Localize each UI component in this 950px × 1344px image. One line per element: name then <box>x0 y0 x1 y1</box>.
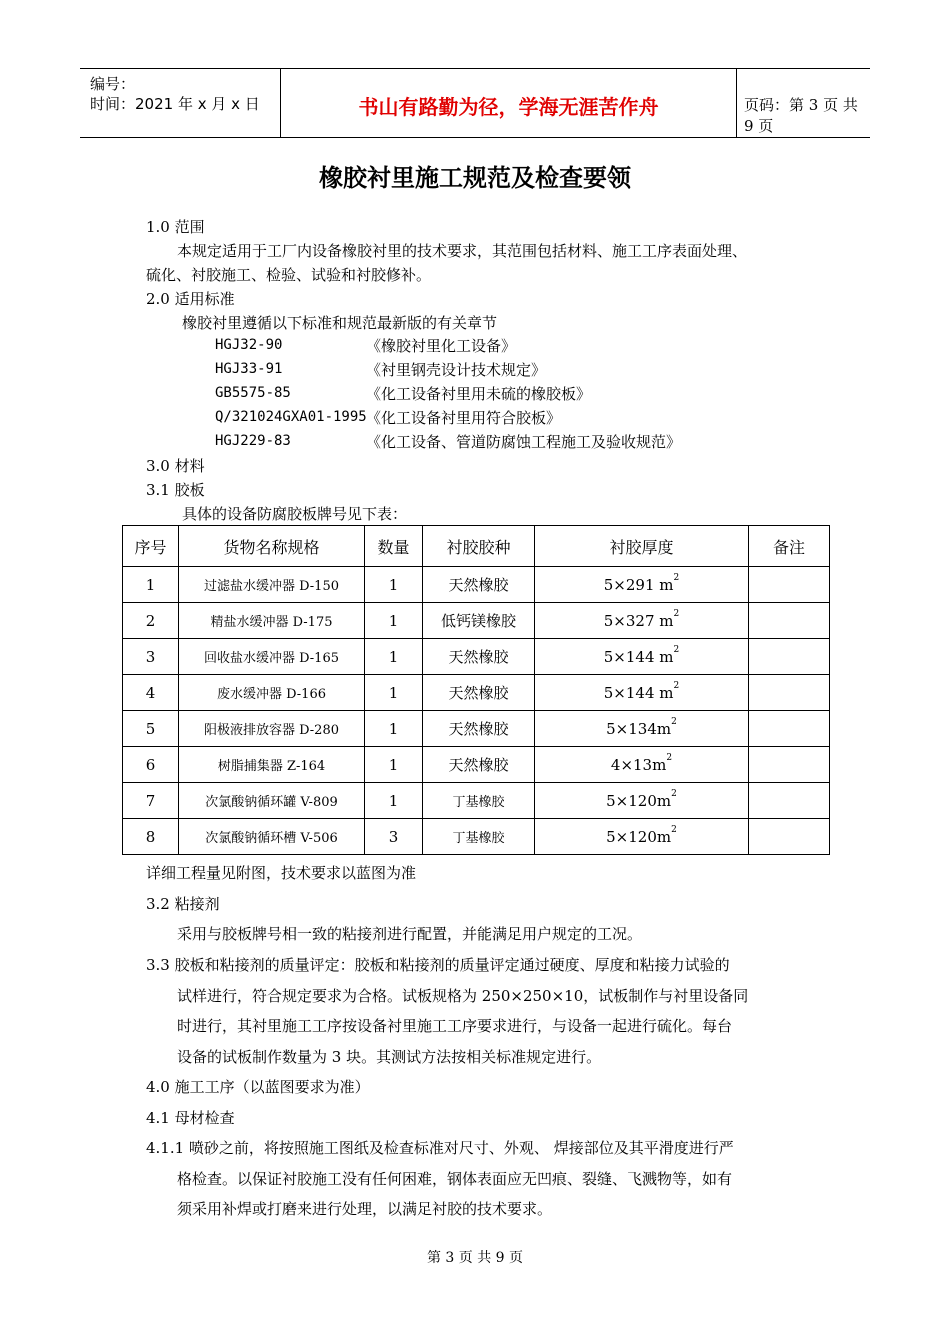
row-number: 7 <box>123 783 179 819</box>
table-row <box>123 567 830 603</box>
table-row <box>123 675 830 711</box>
lining-thickness: 5×291 $m^2$ <box>535 567 749 603</box>
item-quantity: 1 <box>365 783 423 819</box>
section-3-3-paragraph-line: 时进行，其衬里施工工序按设备衬里施工工序要求进行，与设备一起进行硫化。每台 <box>177 1017 733 1035</box>
standard-name: 《化工设备衬里用未硫的橡胶板》 <box>366 385 592 403</box>
item-name: 废水缓冲器 D-166 <box>179 675 365 711</box>
row-number: 2 <box>123 603 179 639</box>
rubber-type: 丁基橡胶 <box>423 819 535 855</box>
item-name: 次氯酸钠循环槽 V-506 <box>179 819 365 855</box>
item-name: 次氯酸钠循环罐 V-809 <box>179 783 365 819</box>
table-header-cell: 备注 <box>749 526 830 567</box>
table-row <box>123 603 830 639</box>
table-row <box>123 747 830 783</box>
date-label: 时间：2021 年 x 月 x 日 <box>90 95 260 113</box>
table-row <box>123 639 830 675</box>
row-number: 1 <box>123 567 179 603</box>
document-title: 橡胶衬里施工规范及检查要领 <box>319 164 631 192</box>
table-row <box>123 783 830 819</box>
section-4-1-1-paragraph-line: 须采用补焊或打磨来进行处理，以满足衬胶的技术要求。 <box>177 1200 553 1218</box>
rubber-type: 天然橡胶 <box>423 675 535 711</box>
section-4-heading: 4.0 施工工序（以蓝图要求为准） <box>146 1078 370 1096</box>
item-name: 回收盐水缓冲器 D-165 <box>179 639 365 675</box>
rubber-type: 天然橡胶 <box>423 567 535 603</box>
lining-thickness: $5\times 120m^2$ <box>535 783 749 819</box>
lining-thickness: 5×144 $m^2$ <box>535 675 749 711</box>
remark <box>749 747 830 783</box>
section-4-1-1-paragraph-line: 格检查。以保证衬胶施工没有任何困难，钢体表面应无凹痕、裂缝、飞溅物等，如有 <box>177 1170 733 1188</box>
standard-code: HGJ32-90 <box>215 337 283 353</box>
standard-code: HGJ229-83 <box>215 433 291 449</box>
code-label: 编号： <box>90 75 136 93</box>
section-3-3-paragraph-line: 试样进行，符合规定要求为合格。试板规格为 250×250×10，试板制作与衬里设备同 <box>177 987 749 1005</box>
section-3-3-paragraph-line: 3.3 胶板和粘接剂的质量评定：胶板和粘接剂的质量评定通过硬度、厚度和粘接力试验的 <box>146 956 730 974</box>
section-1-paragraph-line: 本规定适用于工厂内设备橡胶衬里的技术要求，其范围包括材料、施工工序表面处理、 <box>177 242 748 260</box>
remark <box>749 711 830 747</box>
item-name: 阳极液排放容器 D-280 <box>179 711 365 747</box>
remark <box>749 639 830 675</box>
item-quantity: 1 <box>365 675 423 711</box>
section-1-paragraph-line: 硫化、衬胶施工、检验、试验和衬胶修补。 <box>146 266 432 284</box>
standard-name: 《衬里钢壳设计技术规定》 <box>366 361 547 379</box>
section-3-3-paragraph-line: 设备的试板制作数量为 3 块。其测试方法按相关标准规定进行。 <box>177 1048 602 1066</box>
item-name: 过滤盐水缓冲器 D-150 <box>179 567 365 603</box>
standard-code: HGJ33-91 <box>215 361 283 377</box>
standard-name: 《橡胶衬里化工设备》 <box>366 337 517 355</box>
header-page-cell <box>736 69 870 137</box>
header-left-cell <box>80 69 280 137</box>
table-row <box>123 711 830 747</box>
page-label: 页码：第 3 页 共 9 页 <box>744 96 858 135</box>
table-footnote: 详细工程量见附图，技术要求以蓝图为准 <box>146 864 417 882</box>
rubber-type: 天然橡胶 <box>423 747 535 783</box>
rubber-sheet-table <box>122 525 830 855</box>
lining-thickness: $5\times 134m^2$ <box>535 711 749 747</box>
remark <box>749 603 830 639</box>
item-quantity: 1 <box>365 747 423 783</box>
lining-thickness: 5×144 $m^2$ <box>535 639 749 675</box>
item-quantity: 3 <box>365 819 423 855</box>
table-header-cell: 衬胶胶种 <box>423 526 535 567</box>
section-2-intro: 橡胶衬里遵循以下标准和规范最新版的有关章节 <box>182 314 498 332</box>
page-footer: 第 3 页 共 9 页 <box>426 1250 524 1266</box>
item-name: 树脂捕集器 Z-164 <box>179 747 365 783</box>
standard-code: Q/321024GXA01-1995 <box>215 409 367 425</box>
rubber-type: 低钙镁橡胶 <box>423 603 535 639</box>
section-2-heading: 2.0 适用标准 <box>146 290 235 308</box>
row-number: 8 <box>123 819 179 855</box>
document-header <box>80 68 870 138</box>
section-4-1-1-paragraph-line: 4.1.1 喷砂之前，将按照施工图纸及检查标准对尺寸、外观、 焊接部位及其平滑度进行严 <box>146 1139 734 1157</box>
section-3-2-paragraph: 采用与胶板牌号相一致的粘接剂进行配置，并能满足用户规定的工况。 <box>177 925 643 943</box>
lining-thickness: $4\times 13m^2$ <box>535 747 749 783</box>
remark <box>749 567 830 603</box>
standard-name: 《化工设备、管道防腐蚀工程施工及验收规范》 <box>366 433 682 451</box>
lining-thickness: $5\times 120m^2$ <box>535 819 749 855</box>
header-motto: 书山有路勤为径，学海无涯苦作舟 <box>358 95 659 119</box>
section-3-1-intro: 具体的设备防腐胶板牌号见下表： <box>182 505 408 523</box>
section-3-1-heading: 3.1 胶板 <box>146 481 205 499</box>
table-header-cell: 衬胶厚度 <box>535 526 749 567</box>
table-header-cell: 货物名称规格 <box>179 526 365 567</box>
table-header-cell: 序号 <box>123 526 179 567</box>
table-row <box>123 819 830 855</box>
section-3-heading: 3.0 材料 <box>146 457 205 475</box>
standard-name: 《化工设备衬里用符合胶板》 <box>366 409 562 427</box>
standard-code: GB5575-85 <box>215 385 291 401</box>
rubber-type: 丁基橡胶 <box>423 783 535 819</box>
item-quantity: 1 <box>365 567 423 603</box>
section-4-1-heading: 4.1 母材检查 <box>146 1109 235 1127</box>
section-1-heading: 1.0 范围 <box>146 218 205 236</box>
rubber-type: 天然橡胶 <box>423 711 535 747</box>
row-number: 5 <box>123 711 179 747</box>
section-3-2-heading: 3.2 粘接剂 <box>146 895 220 913</box>
remark <box>749 783 830 819</box>
rubber-type: 天然橡胶 <box>423 639 535 675</box>
row-number: 6 <box>123 747 179 783</box>
remark <box>749 675 830 711</box>
item-quantity: 1 <box>365 603 423 639</box>
item-name: 精盐水缓冲器 D-175 <box>179 603 365 639</box>
table-header-row <box>123 526 830 567</box>
lining-thickness: 5×327 $m^2$ <box>535 603 749 639</box>
header-motto-cell <box>280 69 737 137</box>
row-number: 4 <box>123 675 179 711</box>
item-quantity: 1 <box>365 711 423 747</box>
table-header-cell: 数量 <box>365 526 423 567</box>
item-quantity: 1 <box>365 639 423 675</box>
row-number: 3 <box>123 639 179 675</box>
remark <box>749 819 830 855</box>
